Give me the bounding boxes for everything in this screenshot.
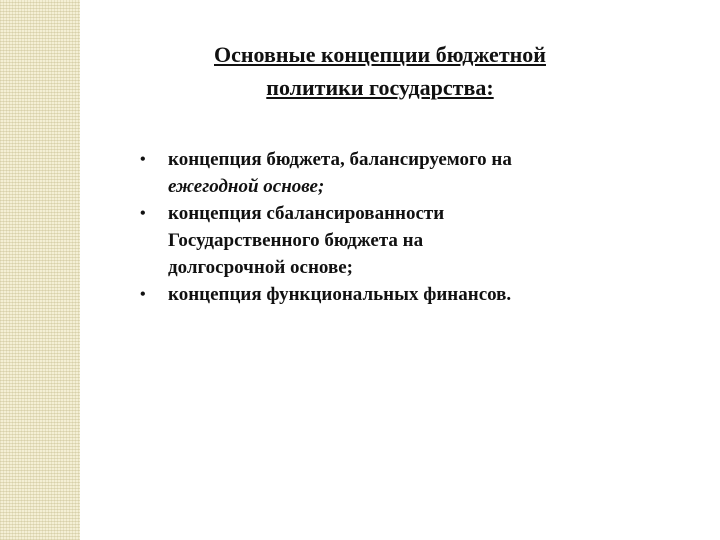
list-item bbox=[140, 146, 680, 200]
list-item bbox=[140, 281, 680, 308]
bullet-icon: • bbox=[140, 205, 146, 222]
list-item-line: долгосрочной основе; bbox=[168, 257, 353, 278]
list-item bbox=[140, 200, 680, 281]
list-item-line: концепция сбалансированности bbox=[168, 203, 445, 224]
bullet-icon: • bbox=[140, 286, 146, 303]
list-item-line: Государственного бюджета на bbox=[168, 230, 424, 251]
decorative-side-strip bbox=[0, 0, 80, 540]
list-item-line: ежегодной основе; bbox=[168, 176, 325, 197]
slide-title bbox=[130, 38, 630, 104]
list-item-line: концепция функциональных финансов. bbox=[168, 284, 512, 305]
title-line-1: Основные концепции бюджетной bbox=[214, 42, 546, 67]
concepts-list bbox=[140, 146, 680, 308]
title-line-2: политики государства: bbox=[266, 75, 494, 100]
bullet-icon: • bbox=[140, 151, 146, 168]
list-item-line: концепция бюджета, балансируемого на bbox=[168, 149, 512, 170]
